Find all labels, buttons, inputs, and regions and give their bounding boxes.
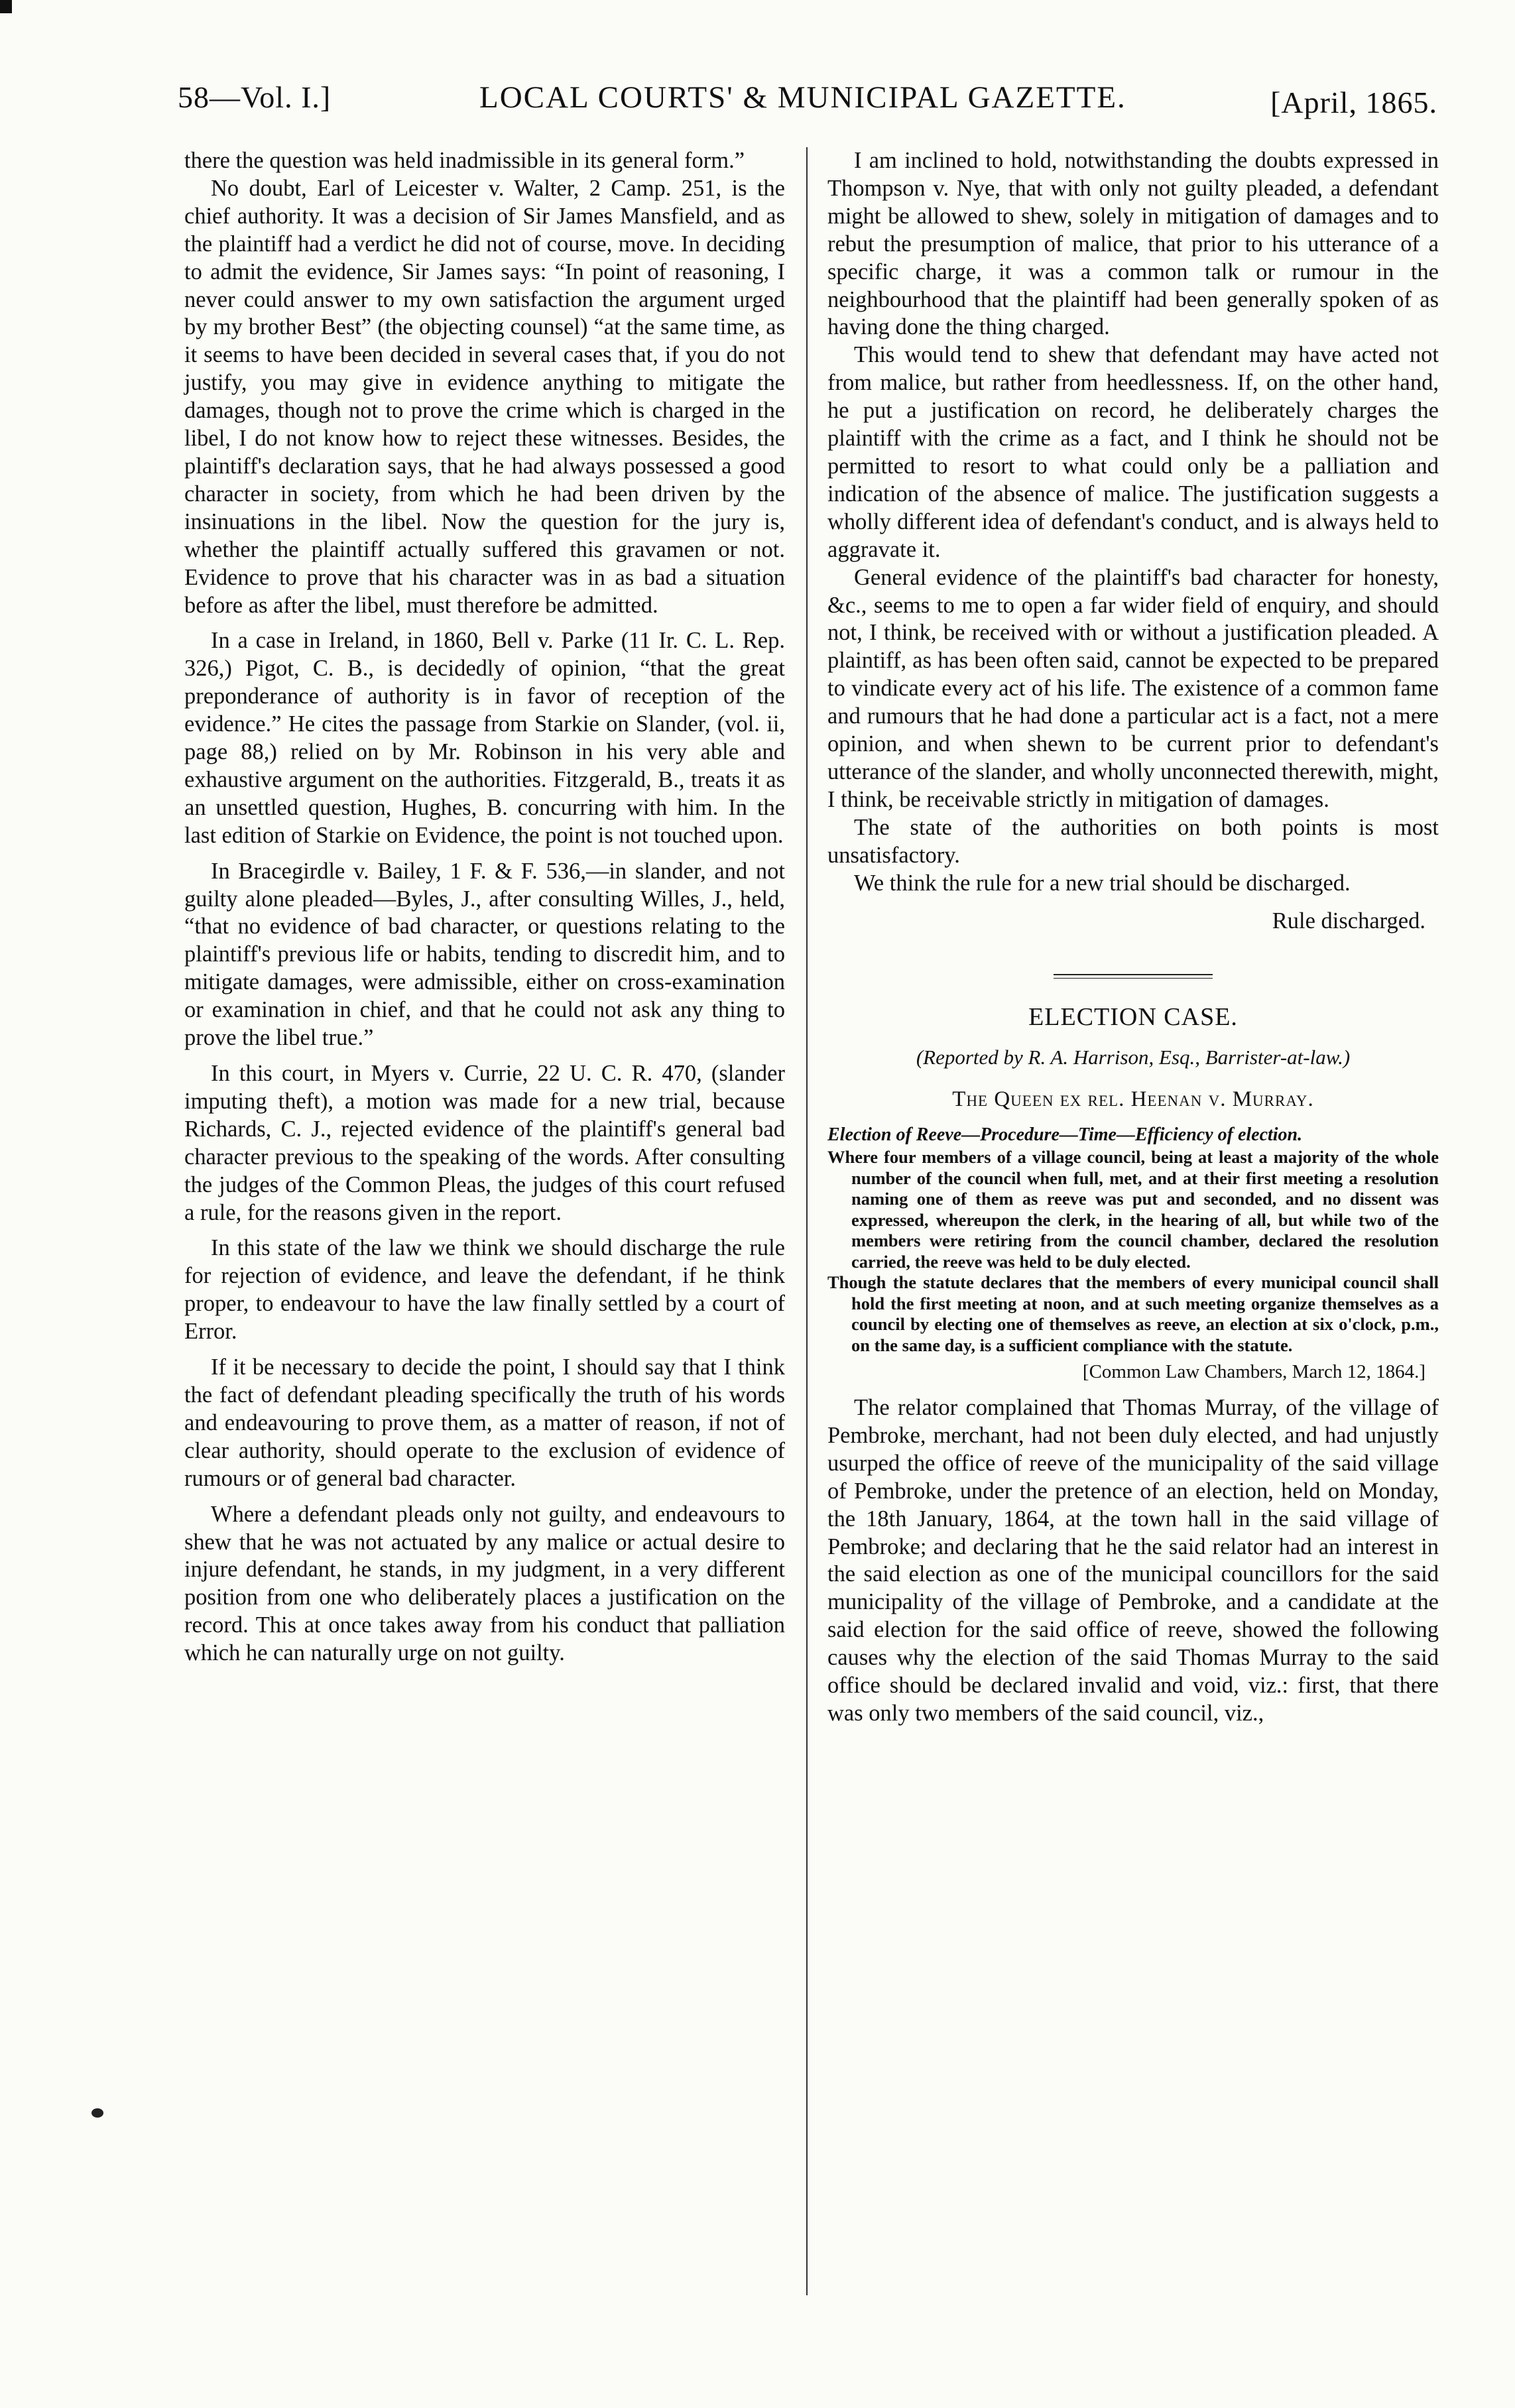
head-note: Though the statute declares that the members of every municipal council shall hold the first meeting at noon, and at such meeting organize themselves as a council by electing one of themselves as reeve, an election at six o'clock, p.m., on the same day, is a sufficient compliance with the statute. — [827, 1272, 1439, 1355]
court-date-line: [Common Law Chambers, March 12, 1864.] — [1082, 1361, 1425, 1383]
paragraph: General evidence of the plaintiff's bad character for honesty, &c., seems to me to open a far wider field of enquiry, and should not, I think, be received with or without a justification pleaded. A plaintiff, as has been often said, cannot be expected to be prepared to vindicate every act of his life. The existence of a common fame and rumours that he had done a particular act is a fact, not a mere opinion, and when shewn to be current prior to defendant's utterance of the slander, and wholly unconnected therewith, might, I think, be receivable strictly in mitigation of damages. — [827, 564, 1439, 812]
paragraph: No doubt, Earl of Leicester v. Walter, 2 Camp. 251, is the chief authority. It was a decision of Sir James Mansfield, and as the plaintiff had a verdict he did not of course, move. In deciding to admit the evidence, Sir James says: “In point of reasoning, I never could answer to my own satisfaction the argument urged by my brother Best” (the objecting counsel) “at the same time, as it seems to have been decided in several cases that, if you do not justify, you may give in evidence anything to mitigate the damages, though not to prove the crime which is charged in the libel, I do not know how to reject these witnesses. Besides, the plaintiff's declaration says, that he had always possessed a good character in society, from which he had been driven by the insinuations in the libel. Now the question for the jury is, whether the plaintiff actually suffered this gravamen or not. Evidence to prove that his character was in as bad a situation before as after the libel, must therefore be admitted. — [184, 175, 785, 618]
paragraph: In this court, in Myers v. Currie, 22 U. C. R. 470, (slander imputing theft), a motion was made for a new trial, because Richards, C. J., rejected evidence of the plaintiff's general bad character previous to the speaking of the words. After consulting the judges of the Common Pleas, the judges of this court refused a rule, for the reasons given in the report. — [184, 1061, 785, 1225]
journal-title: LOCAL COURTS' & MUNICIPAL GAZETTE. — [479, 80, 1126, 115]
case-body — [827, 1394, 1439, 1728]
paragraph: In this state of the law we think we should discharge the rule for rejection of evidence, and leave the defendant, if he think proper, to endeavour to have the law finally settled by a court of Error. — [184, 1235, 785, 1345]
margin-ink-mark — [91, 2108, 103, 2118]
paragraph: In a case in Ireland, in 1860, Bell v. Parke (11 Ir. C. L. Rep. 326,) Pigot, C. B., is decidedly of opinion, “that the great preponderance of authority is in favor of reception of the evidence.” He cites the passage from Starkie on Slander, (vol. ii, page 88,) relied on by Mr. Robinson in his very able and exhaustive argument on the authorities. Fitzgerald, B., treats it as an unsettled question, Hughes, B. concurring with him. In the last edition of Starkie on Evidence, the point is not touched upon. — [184, 628, 785, 848]
paragraph: there the question was held inadmissible in its general form.” — [184, 148, 745, 173]
paragraph: In Bracegirdle v. Bailey, 1 F. & F. 536,—in slander, and not guilty alone pleaded—Byles, J., after consulting Willes, J., held, “that no evidence of bad character, or questions relating to the plaintiff's previous life or habits, tending to discredit him, and to mitigate damages, were admissible, either on cross-examination or examination in chief, and that he could not ask any thing to prove the libel true.” — [184, 858, 785, 1051]
column-divider — [806, 147, 808, 2295]
scan-corner-mark — [0, 0, 12, 13]
reporter-line: (Reported by R. A. Harrison, Esq., Barrister-at-law.) — [916, 1046, 1351, 1069]
page-header — [178, 73, 1437, 126]
paragraph: The relator complained that Thomas Murray, of the village of Pembroke, merchant, had not been duly elected, and had unjustly usurped the office of reeve of the municipality of the said village of Pembroke, under the pretence of an election, held on Monday, the 18th January, 1864, at the town hall in the said village of Pembroke; and declaring that he the said relator had an interest in the said election as one of the municipal councillors for the said municipality of the village of Pembroke, and a candidate at the said election for the said office of reeve, showed the following causes why the election of the said Thomas Murray to the said office should be declared invalid and void, viz.: first, that there was only two members of the said council, viz., — [827, 1395, 1439, 1726]
paragraph: We think the rule for a new trial should be discharged. — [854, 870, 1351, 896]
paragraph: If it be necessary to decide the point, I should say that I think the fact of defendant pleading specifically the truth of his words and endeavouring to prove them, as a matter of reason, if not of clear authority, should operate to the exclusion of evidence of rumours or of general bad character. — [184, 1354, 785, 1491]
left-column — [184, 147, 785, 1667]
paragraph: The state of the authorities on both points is most unsatisfactory. — [827, 814, 1439, 868]
paragraph: This would tend to shew that defendant may have acted not from malice, but rather from heedlessness. If, on the other hand, he put a justification on record, he deliberately charges the plaintiff with the crime as a fact, and I think he should not be permitted to resort to what could only be a palliation and indication of the absence of malice. The justification suggests a wholly different idea of defendant's conduct, and is always held to aggravate it. — [827, 342, 1439, 562]
section-separator — [1054, 974, 1213, 979]
section-title: ELECTION CASE. — [1028, 1003, 1238, 1032]
page-number-volume: 58—Vol. I.] — [178, 80, 332, 114]
paragraph: Where a defendant pleads only not guilty, and endeavours to shew that he was not actuated by any malice or actual desire to injure defendant, he stands, in my judgment, in a very different position from one who deliberately places a justification on the record. This at once takes away from his conduct that palliation which he can naturally urge on not guilty. — [184, 1501, 785, 1666]
catchwords: Election of Reeve—Procedure—Time—Efficiency of election. — [827, 1124, 1303, 1146]
rule-discharged: Rule discharged. — [1272, 908, 1425, 934]
paragraph: I am inclined to hold, notwithstanding the doubts expressed in Thompson v. Nye, that with only not guilty pleaded, a defendant might be allowed to shew, solely in mitigation of damages and to rebut the presumption of malice, that prior to his utterance of a specific charge, it was a common talk or rumour in the neighbourhood that the plaintiff had been generally spoken of as having done the thing charged. — [827, 148, 1439, 340]
case-name: The Queen ex rel. Heenan v. Murray. — [952, 1087, 1314, 1112]
head-note: Where four members of a village council, being at least a majority of the whole number of the council when full, met, and at their first meeting a resolution naming one of them as reeve was put and seconded, and no dissent was expressed, whereupon the clerk, in the hearing of all, but while two of the members were retiring from the council chamber, declared the resolution carried, the reeve was held to be duly elected. — [827, 1147, 1439, 1272]
issue-date: [April, 1865. — [1270, 86, 1437, 119]
right-column — [827, 147, 1439, 1728]
